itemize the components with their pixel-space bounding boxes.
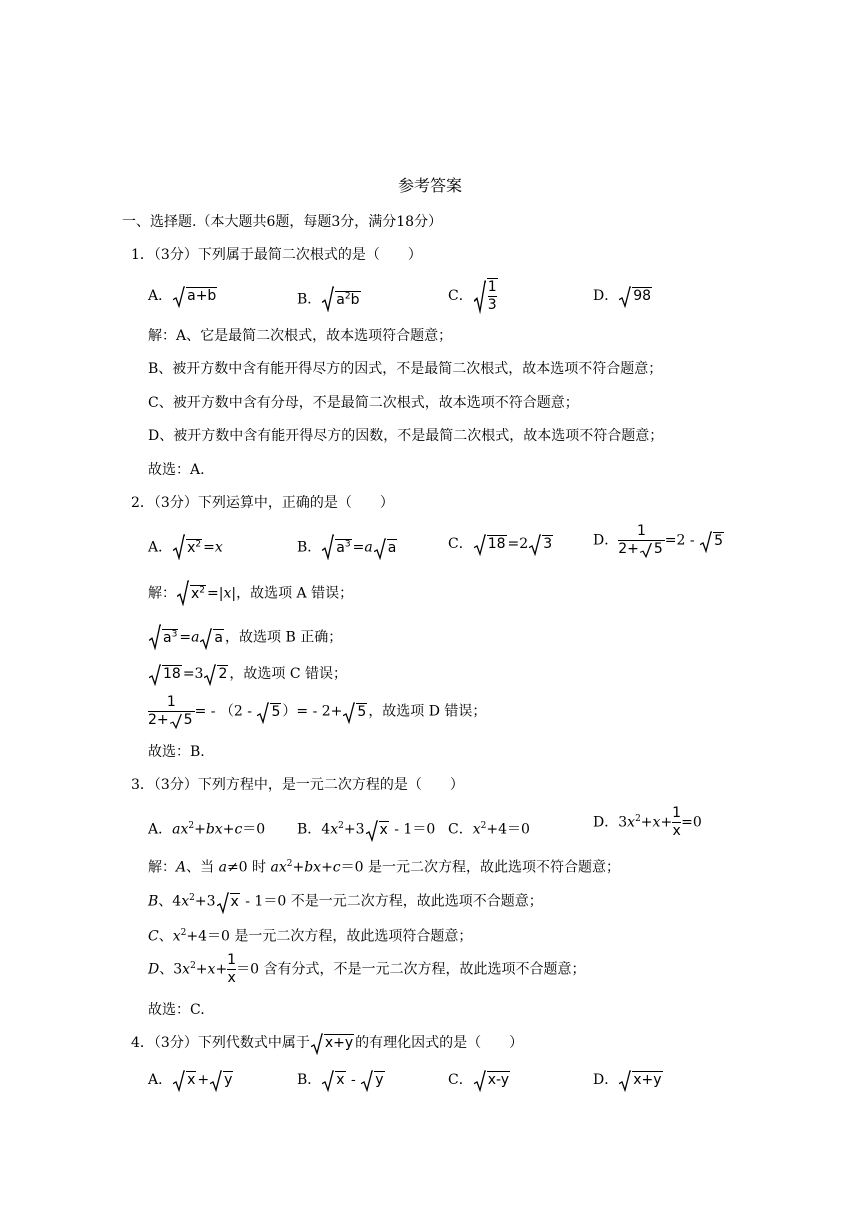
q2-option-a: A． $x^2 =x$: [148, 532, 223, 560]
q1-option-b: B． $a^2b$: [297, 284, 362, 312]
q1-answer: 故选：A.: [148, 462, 205, 478]
q1-option-c: C． $\frac{1}{3}$: [448, 279, 497, 313]
q3-option-a: A．$ax^2+bx+c=0$: [148, 821, 266, 838]
q2-option-d: D． $\frac{1}{2+ 5}$ =2 - 5: [593, 523, 723, 557]
q4-option-c: C． x-y: [448, 1068, 511, 1092]
question-3-stem: 3．（3分）下列方程中，是一元二次方程的是（ ）: [131, 777, 464, 793]
q4-option-a: A． x + y: [148, 1068, 234, 1092]
q1-option-d: D． 98: [593, 284, 653, 308]
q2-solution-d: $\frac{1}{2+ 5}$ = - （2 - 5 ）= - 2+ 5 ，故选项 D 错误；: [148, 694, 487, 728]
q1-solution-d: D、被开方数中含有能开得尽方的因数，不是最简二次根式，故本选项不符合题意；: [148, 428, 664, 444]
q1-solution-c: C、被开方数中含有分母，不是最简二次根式，故本选项不符合题意；: [148, 395, 579, 411]
page-title: 参考答案: [397, 176, 462, 195]
q3-solution-d: D、$3x^2+x+$ $\frac{1}{x}$ ＝0 含有分式，不是一元二次方程，故此选项不合题意；: [148, 952, 586, 986]
question-4-stem: 4．（3分）下列代数式中属于 x+y 的有理化因式的是（ ）: [131, 1031, 523, 1055]
q2-option-c: C． 18 =2 3: [448, 532, 554, 556]
q1-option-a: A． a+b: [148, 284, 218, 308]
q3-solution-a: 解：A、当 a≠0 时 $ax^2+bx+c=0$ 是一元二次方程，故此选项不符合题意；: [148, 859, 620, 876]
q4-option-d: D． x+y: [593, 1068, 664, 1092]
q1-solution-b: B、被开方数中含有能开得尽方的因式，不是最简二次根式，故本选项不符合题意；: [148, 361, 663, 377]
question-2-stem: 2．（3分）下列运算中，正确的是（ ）: [131, 495, 394, 511]
q3-option-b: B．$4x^2+3$ x - 1＝0: [297, 814, 435, 842]
q2-solution-c: 18 =3 2 ，故选项 C 错误；: [148, 662, 347, 686]
q2-solution-b: $a^3 =a$ a ，故选项 B 正确；: [148, 622, 342, 650]
q1-solution-a: 解：A、它是最简二次根式，故本选项符合题意；: [148, 328, 453, 344]
q2-solution-a: 解： $x^2 =|x|$，故选项 A 错误；: [148, 578, 353, 606]
q4-option-b: B． x - y: [297, 1068, 386, 1092]
q3-solution-c: C、$x^2+4=0$ 是一元二次方程，故此选项符合题意；: [148, 928, 473, 945]
q2-answer: 故选：B.: [148, 744, 205, 760]
section-heading: 一、选择题.（本大题共6题，每题3分，满分18分）: [122, 214, 443, 230]
q3-solution-b: B、$4x^2+3$ x - 1＝0 不是一元二次方程，故此选项不合题意；: [148, 886, 543, 914]
q3-option-c: C．$x^2+4=0$: [448, 821, 530, 838]
q3-option-d: D．$3x^2+x+$ $\frac{1}{x}$ =0: [593, 805, 702, 839]
question-1-stem: 1．（3分）下列属于最简二次根式的是（ ）: [131, 247, 422, 263]
q3-answer: 故选：C.: [148, 1002, 205, 1018]
q2-option-b: B． $a^3 =a$ a: [297, 532, 398, 560]
